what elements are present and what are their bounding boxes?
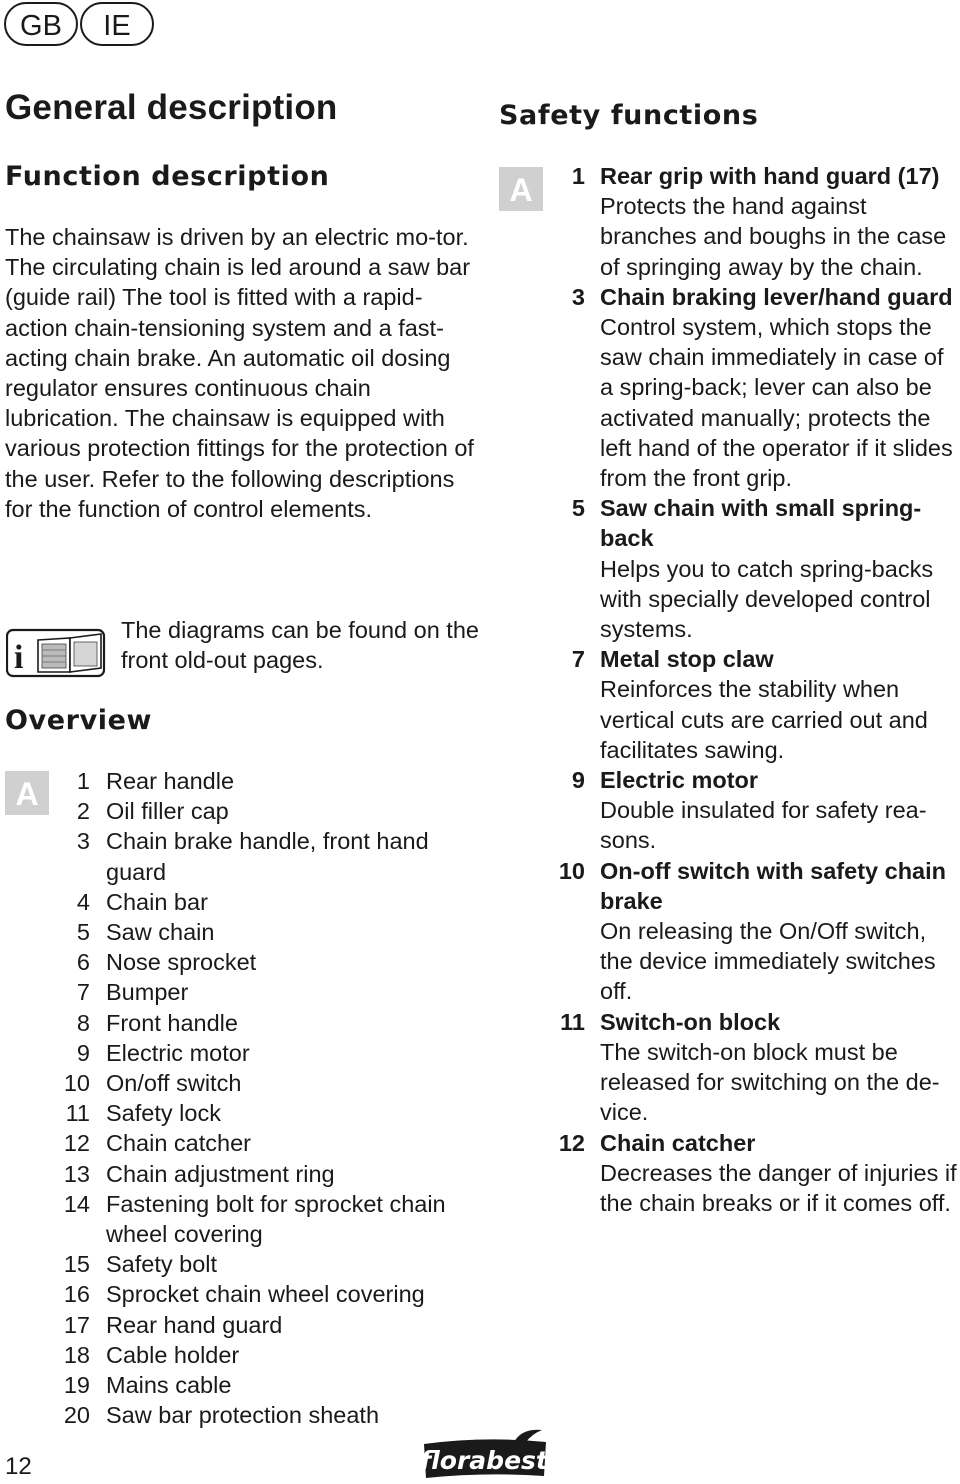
svg-text:florabest: florabest [420, 1446, 548, 1475]
overview-item-label: Mains cable [106, 1372, 232, 1399]
overview-item-label: Bumper [106, 979, 189, 1006]
overview-item [48, 1279, 478, 1309]
safety-item-description: Reinforces the stability when vertical cuts are carried out and facilitates sawing. [600, 676, 928, 763]
safety-item [545, 161, 960, 282]
overview-item-number: 18 [63, 1341, 90, 1368]
overview-item-number: 4 [76, 888, 90, 915]
overview-item-label: Chain adjustment ring [106, 1160, 335, 1187]
overview-item-number: 20 [63, 1402, 90, 1429]
safety-functions-heading: Safety functions [499, 100, 759, 131]
safety-item-title: Saw chain with small spring-back [600, 495, 922, 552]
safety-item-number: 10 [558, 857, 585, 884]
overview-item-number: 15 [63, 1251, 90, 1278]
overview-item-number: 6 [76, 949, 90, 976]
page-title: General description [5, 88, 338, 127]
overview-item-label: Cable holder [106, 1341, 240, 1368]
overview-item-number: 13 [63, 1160, 90, 1187]
section-marker-overview: A [5, 771, 49, 815]
safety-item [545, 1007, 960, 1128]
overview-list [48, 766, 478, 1430]
safety-item-title: Electric motor [600, 767, 759, 794]
safety-item-number: 1 [571, 163, 585, 189]
overview-item-label: Saw chain [106, 919, 215, 946]
safety-item-title: Rear grip with hand guard (17) [600, 163, 940, 189]
overview-item-number: 2 [76, 798, 90, 825]
overview-item-label: Chain catcher [106, 1130, 251, 1157]
safety-item-description: Helps you to catch spring-backs with specially developed control systems. [600, 555, 934, 643]
overview-item [48, 1038, 478, 1068]
safety-item [545, 1128, 960, 1219]
overview-item-label: Oil filler cap [106, 798, 229, 825]
safety-item-number: 11 [560, 1008, 585, 1035]
overview-item [48, 1098, 478, 1128]
overview-item-number: 8 [76, 1009, 90, 1036]
safety-item-title: Chain catcher [600, 1129, 756, 1156]
info-book-icon [6, 628, 106, 678]
safety-item [545, 493, 960, 644]
overview-item [48, 887, 478, 917]
function-description-heading: Function description [5, 161, 330, 192]
florabest-logo [418, 1428, 552, 1482]
diagram-note: The diagrams can be found on the front old-out pages. [121, 617, 479, 674]
safety-item-title: Chain braking lever/hand guard [600, 283, 953, 310]
overview-item-label: Safety lock [106, 1100, 221, 1127]
safety-functions-list [545, 161, 960, 1218]
safety-item-description: On releasing the On/Off switch, the device immediately switches off. [600, 918, 936, 1005]
overview-item [48, 796, 478, 826]
overview-item-label: Rear hand guard [106, 1311, 283, 1338]
overview-item [48, 1189, 478, 1249]
safety-item-description: Protects the hand against branches and boughs in the case of springing away by the chain. [600, 193, 947, 280]
overview-item [48, 1400, 478, 1430]
overview-item-label: Chain bar [106, 888, 208, 915]
overview-item [48, 1340, 478, 1370]
overview-item-label: On/off switch [106, 1070, 242, 1097]
section-marker-safety: A [499, 167, 543, 211]
overview-item [48, 947, 478, 977]
overview-item [48, 1068, 478, 1098]
overview-item-number: 3 [76, 828, 90, 855]
overview-item [48, 917, 478, 947]
function-description-text: The chainsaw is driven by an electric mo-tor. The circulating chain is led around a saw bar (guide rail) The tool is fitted with a rapid-action chain-tensioning system and a fast-acting chain brake. An automatic oil dosing regulator ensures continuous chain lubrication. The chainsaw is equipped with various protection fittings for the protection of the user. Refer to the following descriptions for the function of control elements. [5, 224, 474, 522]
overview-item-label: Rear handle [106, 768, 235, 794]
safety-item [545, 856, 960, 1007]
overview-item-number: 9 [76, 1039, 90, 1066]
overview-item-number: 11 [65, 1100, 90, 1127]
overview-item-label: Safety bolt [106, 1251, 218, 1278]
language-badge-ie: IE [80, 2, 154, 46]
overview-item-number: 19 [63, 1372, 90, 1399]
safety-item-description: Decreases the danger of injuries if the chain breaks or if it comes off. [600, 1159, 957, 1216]
overview-item-number: 7 [76, 979, 90, 1006]
overview-item [48, 1008, 478, 1038]
overview-item-number: 1 [76, 768, 90, 794]
overview-item [48, 1159, 478, 1189]
overview-item-label: Electric motor [106, 1039, 250, 1066]
overview-item-number: 5 [76, 919, 90, 946]
safety-item-number: 9 [571, 767, 585, 794]
overview-item-number: 16 [63, 1281, 90, 1308]
overview-item [48, 766, 478, 796]
safety-item-description: Control system, which stops the saw chain immediately in case of a spring-back; lever can also be activated manually; protects the left hand of the operator if it slides from the front grip. [600, 314, 953, 492]
overview-item-label: Chain brake handle, front hand guard [106, 828, 429, 885]
safety-item-number: 5 [571, 495, 585, 522]
overview-heading: Overview [5, 705, 153, 736]
overview-item [48, 977, 478, 1007]
safety-item-number: 3 [571, 283, 585, 310]
safety-item [545, 644, 960, 765]
overview-item-number: 14 [63, 1190, 90, 1217]
overview-item-number: 12 [63, 1130, 90, 1157]
overview-item-label: Front handle [106, 1009, 238, 1036]
overview-item [48, 1370, 478, 1400]
safety-item [545, 765, 960, 856]
safety-item-title: On-off switch with safety chain brake [600, 857, 947, 914]
safety-item-description: The switch-on block must be released for switching on the de-vice. [600, 1038, 940, 1126]
overview-item-label: Nose sprocket [106, 949, 257, 976]
overview-item-number: 10 [63, 1070, 90, 1097]
overview-item-label: Sprocket chain wheel covering [106, 1281, 425, 1308]
overview-item [48, 1249, 478, 1279]
safety-item-number: 7 [571, 646, 585, 673]
overview-item [48, 826, 478, 886]
overview-item [48, 1128, 478, 1158]
overview-item-label: Fastening bolt for sprocket chain wheel covering [106, 1190, 446, 1248]
safety-item-title: Metal stop claw [600, 646, 774, 673]
safety-item-number: 12 [558, 1129, 585, 1156]
safety-item [545, 282, 960, 493]
overview-item [48, 1310, 478, 1340]
language-badge-gb: GB [4, 2, 78, 46]
svg-text:i: i [14, 639, 24, 676]
safety-item-description: Double insulated for safety rea-sons. [600, 797, 927, 854]
page-number: 12 [5, 1453, 32, 1480]
safety-item-title: Switch-on block [600, 1008, 781, 1035]
overview-item-label: Saw bar protection sheath [106, 1402, 380, 1429]
overview-item-number: 17 [63, 1311, 90, 1338]
